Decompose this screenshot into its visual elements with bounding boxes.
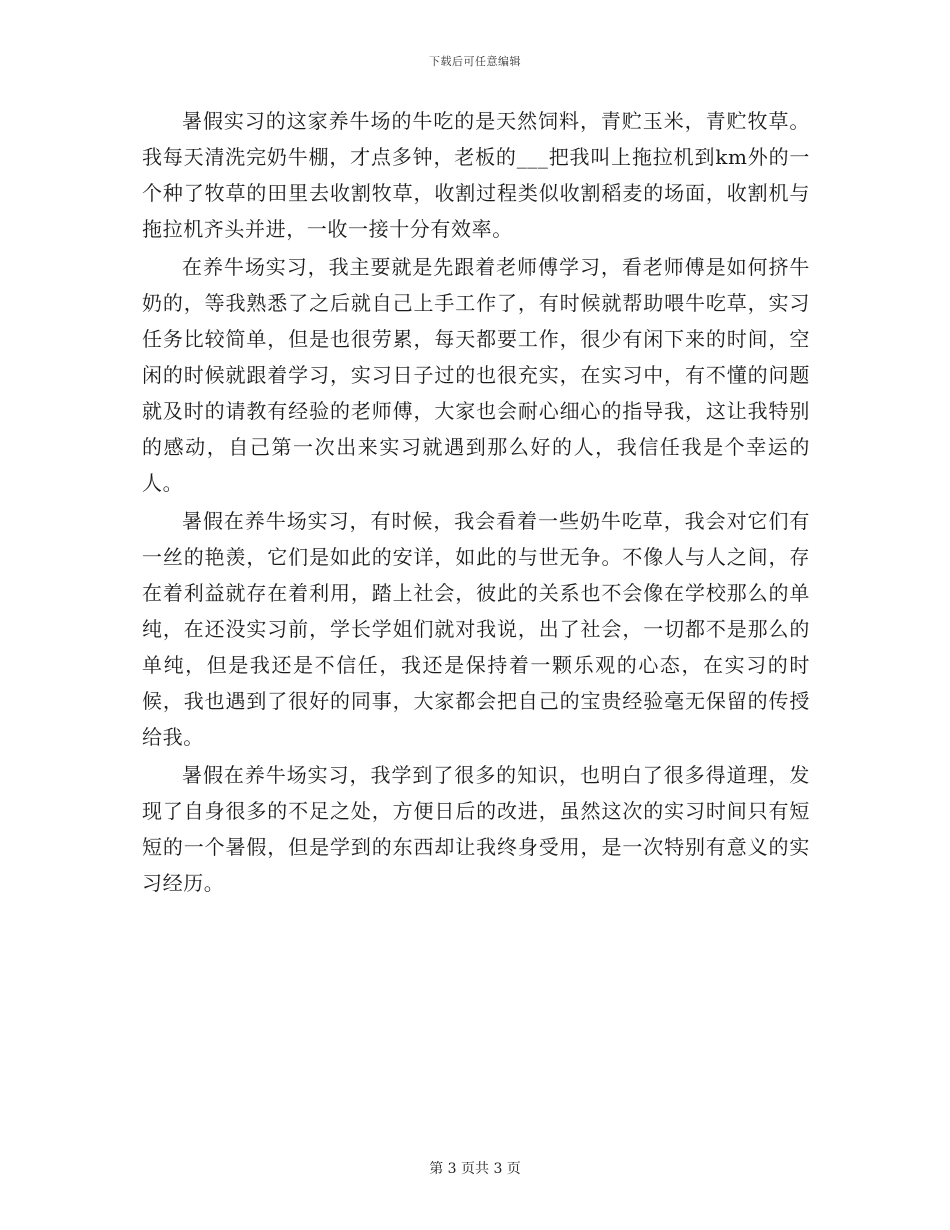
paragraph-1: 暑假实习的这家养牛场的牛吃的是天然饲料，青贮玉米，青贮牧草。我每天清洗完奶牛棚，才点多钟，老板的___把我叫上拖拉机到km外的一个种了牧草的田里去收割牧草，收割过程类似收割稻麦的场面，收割机与拖拉机齐头并进，一收一接十分有效率。 <box>142 109 810 241</box>
document-body <box>142 103 810 903</box>
paragraph-4: 暑假在养牛场实习，我学到了很多的知识，也明白了很多得道理，发现了自身很多的不足之处，方便日后的改进，虽然这次的实习时间只有短短的一个暑假，但是学到的东西却让我终身受用，是一次特别有意义的实习经历。 <box>142 763 810 895</box>
page-footer: 第 3 页共 3 页 <box>429 1161 521 1177</box>
paragraph-3: 暑假在养牛场实习，有时候，我会看着一些奶牛吃草，我会对它们有一丝的艳羡，它们是如此的安详，如此的与世无争。不像人与人之间，存在着利益就存在着利用，踏上社会，彼此的关系也不会像在学校那么的单纯，在还没实习前，学长学姐们就对我说，出了社会，一切都不是那么的单纯，但是我还是不信任，我还是保持着一颗乐观的心态，在实习的时候，我也遇到了很好的同事，大家都会把自己的宝贵经验毫无保留的传授给我。 <box>142 509 810 749</box>
paragraph-2: 在养牛场实习，我主要就是先跟着老师傅学习，看老师傅是如何挤牛奶的，等我熟悉了之后就自己上手工作了，有时候就帮助喂牛吃草，实习任务比较简单，但是也很劳累，每天都要工作，很少有闲下来的时间，空闲的时候就跟着学习，实习日子过的也很充实，在实习中，有不懂的问题就及时的请教有经验的老师傅，大家也会耐心细心的指导我，这让我特别的感动，自己第一次出来实习就遇到那么好的人，我信任我是个幸运的人。 <box>142 255 810 495</box>
page-header: 下载后可任意编辑 <box>429 55 521 68</box>
